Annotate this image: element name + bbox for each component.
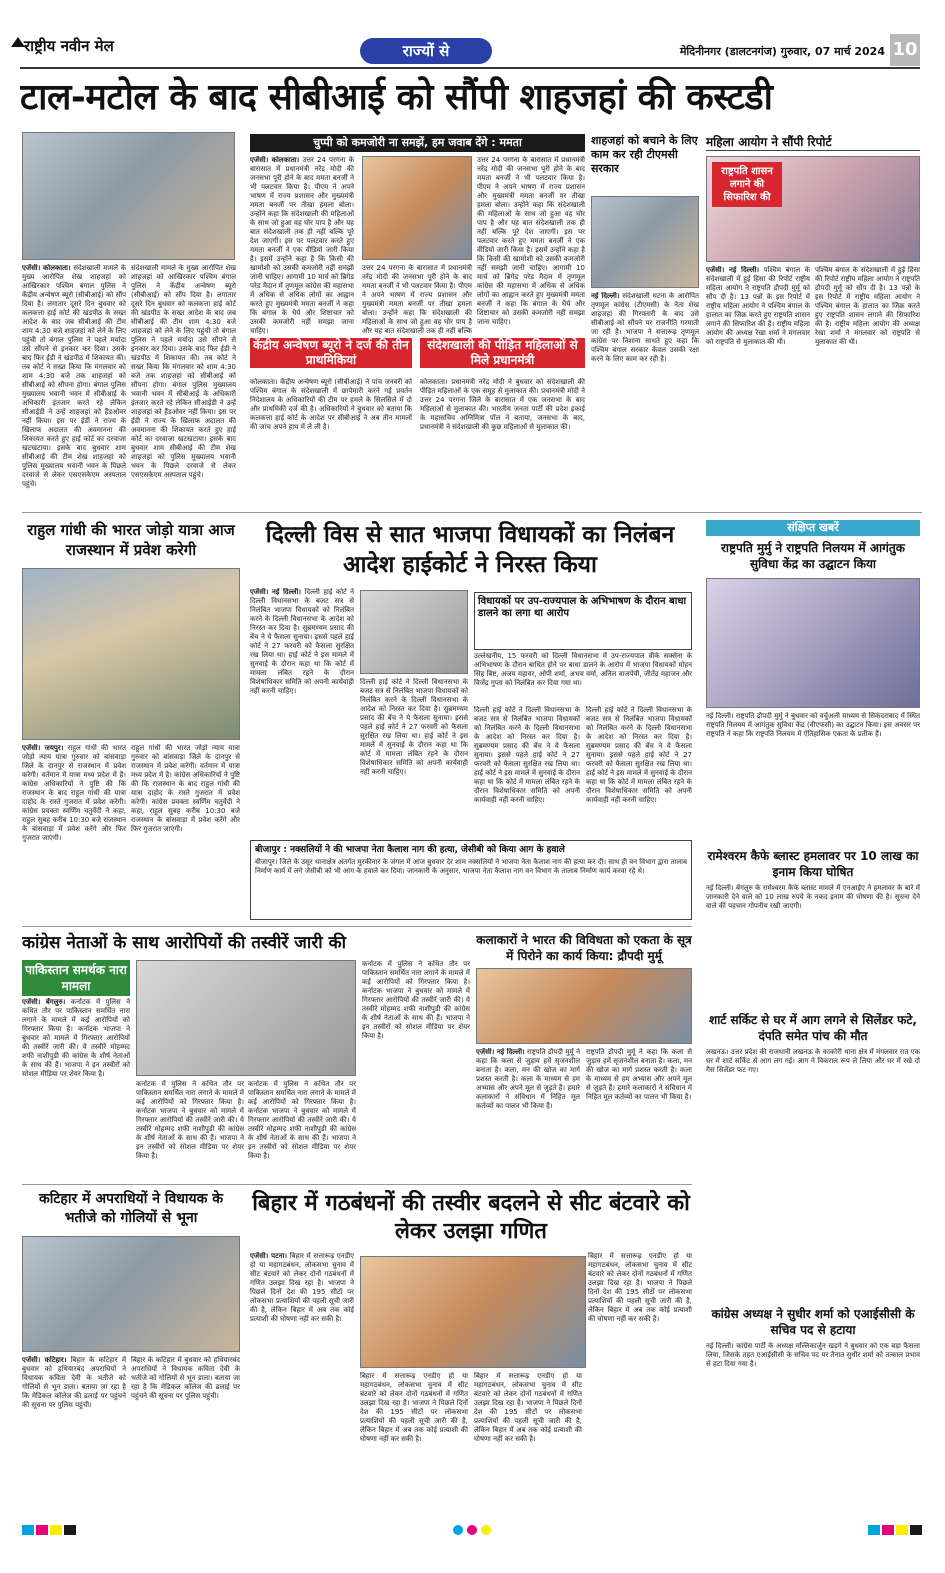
brief-item4-headline: कांग्रेस अध्यक्ष ने सुधीर शर्मा को एआईसीसी के सचिव पद से हटाया — [711, 1307, 915, 1337]
delhi-body-col4: दिल्ली हाई कोर्ट ने दिल्ली विधानसभा के बजट सत्र से निलंबित भाजपा विधायकों को निलंबित करने के दिल्ली विधानसभा के आदेश को निरस्त कर दिया है। सुब्रमण्यम प्रसाद की बेंच ने ये फैसला सुनाया। इससे पहले हाई कोर्ट ने 27 फरवरी को फैसला सुरक्षित रख लिया था। हाई कोर्ट ने इस मामले में सुनवाई के दौरान कहा था कि कोर्ट में मामला लंबित रहने के दौरान विशेषाधिकार समिति को अपनी कार्यवाही नहीं करनी चाहिए। — [586, 706, 692, 804]
brief-item3-headline: शार्ट सर्किट से घर में आग लगने से सिलेंडर फटे, दंपति समेत पांच की मौत — [709, 1013, 917, 1043]
divider — [22, 926, 692, 927]
delhi-text: दिल्ली हाई कोर्ट ने दिल्ली विधानसभा के बजट सत्र से निलंबित भाजपा विधायकों को निलंबित करने के दिल्ली विधानसभा के आदेश को निरस्त कर दिया है। सुब्रमण्यम प्रसाद की बेंच ने ये फैसला सुनाया। इससे पहले हाई कोर्ट ने 27 फरवरी को फैसला सुरक्षित रख लिया था। हाई कोर्ट ने इस मामले में सुनवाई के दौरान कहा था कि कोर्ट में मामला लंबित रहने के दौरान विशेषाधिकार समिति को अपनी कार्यवाही नहीं करनी चाहिए। — [250, 588, 354, 695]
bihar-body-col2: बिहार में सत्तारूढ़ एनडीए हो या महागठबंधन, लोकसभा चुनाव में सीट बंटवारे को लेकर दोनों गठबंधनों में गणित उलझा दिख रहा है। भाजपा ने पिछले दिनों देश की 195 सीटों पर लोकसभा प्रत्याशियों की पहली सूची जारी की है, लेकिन बिहार में अब तक कोई प्रत्याशी की घोषणा नहीं कर सकी है। — [360, 1372, 468, 1443]
brief-item1-headline: राष्ट्रपति मुर्मु ने राष्ट्रपति निलयम में आगंतुक सुविधा केंद्र का उद्घाटन किया — [721, 541, 905, 571]
brief-item3-text: लखनऊ। उत्तर प्रदेश की राजधानी लखनऊ के काकोरी थाना क्षेत्र में मंगलवार रात एक घर में शार्ट सर्किट से आग लग गई। आग ने विकराल रूप ले लिया और घर में रखे दो गैस सिलेंडर फट गए। — [706, 1048, 920, 1074]
katihar-body — [22, 1356, 126, 1516]
lead-body-col2: संदेशखाली मामले के मुख्य आरोपित शेख शाहजहां को आखिरकार पश्चिम बंगाल पुलिस ने केंद्रीय अन्वेषण ब्यूरो (सीबीआई) को सौंप दिया है। लगातार दूसरे दिन बुधवार को कलकत्ता हाई कोर्ट की खंडपीठ के सख्त आदेश के बाद जब सीबीआई की टीम शाम 4:30 बजे शाहजहां को लेने के लिए पहुंची तो बंगाल पुलिस ने पहले मर्यादा उसे सौंपने से इनकार कर दिया। उसके बाद फिर ईडी ने खंडपीठ में शिकायत की। तब कोर्ट ने सख्त किया कि मंगलवार को शाम 4:30 बजे तक शाहजहां को सीबीआई को सौंपना होगा। बंगाल पुलिस मुख्यालय भवानी भवन में सीबीआई के अधिकारी इंतजार करते रहे लेकिन सीआईडी ने उन्हें शाहजहां को हैंडओवर नहीं किया। इस पर ईडी ने राज्य के खिलाफ अदालत की अवमानना की शिकायत करते हुए हाई कोर्ट का दरवाजा खटखटाया। इसके बाद बुधवार शाम सीबीआई की टीम शेख शाहजहां को पुलिस मुख्यालय भवानी भवन के पिछले दरवाजे से लेकर एसएसकेएम अस्पताल पहुंचे। — [131, 264, 236, 479]
congress-tag: पाकिस्तान समर्थक नारा मामला — [22, 960, 130, 996]
header-rule — [20, 67, 920, 69]
section-label: राज्यों से — [360, 38, 492, 64]
rahul-photo — [22, 568, 240, 740]
delhi-sidebar-headline: विधायकों पर उप-राज्यपाल के अभिभाषण के दौरान बाधा डालने का लगा था आरोप — [478, 596, 687, 619]
murmu-art-headline: कलाकारों ने भारत की विविधता को एकता के सूत्र में पिरोने का कार्य किया: द्रौपदी मुर्मू — [476, 933, 692, 963]
murmu-art-body-col2: राष्ट्रपति द्रौपदी मुर्मू ने कहा कि कला से जुड़ाव हमें सृजनशील बनाता है। कला, मन की खोज का मार्ग प्रशस्त करती है। कला के माध्यम से हम अभ्यास और अपने मूल से जुड़ते हैं। हमारे कलाकारों ने संविधान में निहित मूल कर्तव्यों का पालन भी किया है। — [586, 1048, 692, 1101]
delhi-court-photo — [360, 590, 468, 674]
delhi-byline: एजेंसी। नई दिल्ली। — [250, 588, 301, 596]
yellow-swatch — [50, 1525, 62, 1535]
tmc-headline: शाहजहां को बचाने के लिए काम कर रही टीएमसी सरकार — [591, 134, 698, 175]
lead-body-col1 — [22, 264, 126, 504]
bihar-text: बिहार में सत्तारूढ़ एनडीए हो या महागठबंधन, लोकसभा चुनाव में सीट बंटवारे को लेकर दोनों गठबंधनों में गणित उलझा दिख रहा है। भाजपा ने पिछले दिनों देश की 195 सीटों पर लोकसभा प्रत्याशियों की पहली सूची जारी की है, लेकिन बिहार में अब तक कोई प्रत्याशी की घोषणा नहीं कर सकी है। — [250, 1252, 354, 1323]
registration-dot — [481, 1525, 491, 1535]
bijapur-box — [250, 840, 692, 920]
bihar-body-col3: बिहार में सत्तारूढ़ एनडीए हो या महागठबंधन, लोकसभा चुनाव में सीट बंटवारे को लेकर दोनों गठबंधनों में गणित उलझा दिख रहा है। भाजपा ने पिछले दिनों देश की 195 सीटों पर लोकसभा प्रत्याशियों की पहली सूची जारी की है, लेकिन बिहार में अब तक कोई प्रत्याशी की घोषणा नहीं कर सकी है। — [474, 1372, 582, 1443]
lead-headline: टाल-मटोल के बाद सीबीआई को सौंपी शाहजहां की कस्टडी — [20, 77, 773, 118]
bihar-byline: एजेंसी। पटना। — [250, 1252, 287, 1260]
yellow-swatch — [896, 1525, 908, 1535]
lead-byline: एजेंसी। कोलकाता। — [22, 264, 71, 272]
murmu-art-byline: एजेंसी। नई दिल्ली। — [476, 1048, 525, 1056]
footer-cmyk-left — [22, 1525, 76, 1535]
delhi-sidebar-text: उल्लेखनीय, 15 फरवरी को दिल्ली विधानसभा में उप-राज्यपाल वीके सक्सेना के अभिभाषण के दौरान बाधित होने पर बाधा डालने के आरोप में भाजपा विधायकों मोहन सिंह बिष्ट, अजय महावर, ओपी शर्मा, अभय वर्मा, अनिल वाजपेयी, जीतेंद्र महाजन और विजेंद्र गुप्ता को निलंबित कर दिया गया था। — [474, 652, 692, 687]
women-commission-byline: एजेंसी। नई दिल्ली। — [706, 266, 760, 274]
brief-item1-text: नई दिल्ली। राष्ट्रपति द्रौपदी मुर्मु ने बुधवार को वर्चुअली माध्यम से सिकंदराबाद में स्थित राष्ट्रपति निलयम में आगंतुक सुविधा केंद्र (वीएफसी) का उद्घाटन किया। इस अवसर पर राष्ट्रपति ने कहा कि राष्ट्रपति निलयम में ऐतिहासिक एकता के प्रतीक हैं। — [706, 712, 920, 738]
pm-box-text: कोलकाता। प्रधानमंत्री नरेंद्र मोदी ने बुधवार को संदेशखाली की पीड़ित महिलाओं के एक समूह से मुलाकात की। प्रधानमंत्री मोदी ने उत्तर 24 परगना जिले के बारासात में एक जनसभा के बाद महिलाओं से मुलाकात की। भारतीय जनता पार्टी की प्रदेश इकाई के महासचिव अग्निमित्रा पॉल ने बताया, जनसभा के बाद, प्रधानमंत्री ने संदेशखाली की कुछ महिलाओं से मुलाकात की। — [420, 378, 585, 431]
delhi-body-col3: दिल्ली हाई कोर्ट ने दिल्ली विधानसभा के बजट सत्र से निलंबित भाजपा विधायकों को निलंबित करने के दिल्ली विधानसभा के आदेश को निरस्त कर दिया है। सुब्रमण्यम प्रसाद की बेंच ने ये फैसला सुनाया। इससे पहले हाई कोर्ट ने 27 फरवरी को फैसला सुरक्षित रख लिया था। हाई कोर्ट ने इस मामले में सुनवाई के दौरान कहा था कि कोर्ट में मामला लंबित रहने के दौरान विशेषाधिकार समिति को अपनी कार्यवाही नहीं करनी चाहिए। — [474, 706, 580, 804]
black-swatch — [910, 1525, 922, 1535]
murmu-art-photo — [476, 968, 692, 1044]
women-commission-text: पश्चिम बंगाल के संदेशखाली में हुई हिंसा की रिपोर्ट राष्ट्रीय महिला आयोग ने राष्ट्रपति द्रौपदी मुर्मू को सौंप दी है। 13 पन्नों के इस रिपोर्ट में राष्ट्रीय महिला आयोग ने पश्चिम बंगाल के हालात का जिक्र करते हुए राष्ट्रपति शासन लगाने की सिफारिश की है। राष्ट्रीय महिला आयोग की अध्यक्ष रेखा शर्मा ने मंगलवार को राष्ट्रपति से मुलाकात की थी। — [706, 266, 810, 346]
registration-dot — [453, 1525, 463, 1535]
delhi-headline: दिल्ली विस से सात भाजपा विधायकों का निलंबन आदेश हाईकोर्ट ने निरस्त किया — [265, 522, 675, 578]
katihar-body-col2: बिहार के कटिहार में बुधवार को हथियारबंद अपराधियों ने विधायक कविता देवी के भतीजे को गोलियों से भून डाला। बताया जा रहा है कि मेडिकल कॉलेज की ढलाई पर पहुंचने की सूचना पर पुलिस पहुंची। — [131, 1356, 240, 1400]
katihar-text: बिहार के कटिहार में बुधवार को हथियारबंद अपराधियों ने विधायक कविता देवी के भतीजे को गोलियों से भून डाला। बताया जा रहा है कि मेडिकल कॉलेज की ढलाई पर पहुंचने की सूचना पर पुलिस पहुंची। — [22, 1356, 126, 1409]
footer-color-bar — [22, 1524, 922, 1536]
delhi-body — [250, 588, 354, 836]
congress-body-col4: कर्नाटक में पुलिस ने कथित तौर पर पाकिस्तान समर्थित नारा लगाने के मामले में कई आरोपियों को गिरफ्तार किया है। कर्नाटक भाजपा ने बुधवार को मामले में गिरफ्तार आरोपियों की तस्वीरें जारी की। ये तस्वीरें मोहम्मद शफी नाशीपुडी की कांग्रेस के शीर्ष नेताओं के साथ की हैं। भाजपा ने इन तस्वीरों को सोशल मीडिया पर शेयर किया है। — [362, 960, 470, 1040]
mamata-body — [250, 156, 354, 334]
brief-tag: संक्षिप्त खबरें — [706, 520, 920, 536]
mamata-text: उत्तर 24 परगना के बारासात में प्रधानमंत्री नरेंद्र मोदी की जनसभा पूरी होने के बाद ममता बनर्जी ने भी पलटवार किया है। पीएम ने अपने भाषण में राज्य प्रशासन और मुख्यमंत्री ममता बनर्जी पर तीखा हमला बोला। उन्होंने कहा कि संदेशखाली की महिलाओं के साथ जो हुआ वह घोर पाप है और यह बात संदेशखाली तक ही नहीं बल्कि पूरे देश जाएगी। इस पर पलटवार करते हुए ममता बनर्जी ने एक वीडियो जारी किया है। इसमें उन्होंने कहा है कि किसी की खामोशी को उसकी कमजोरी नहीं समझी जानी चाहिए। आगामी 10 मार्च को ब्रिगेड परेड मैदान में तृणमूल कांग्रेस की महासभा में अधिक से अधिक लोगों का आह्वान करते हुए मुख्यमंत्री ममता बनर्जी ने कहा कि बंगाल के धैर्य और शिष्टाचार को उसकी कमजोरी नहीं समझा जाना चाहिए। — [250, 156, 354, 334]
pm-box-headline: संदेशखाली की पीड़ित महिलाओं से मिले प्रधानमंत्री — [420, 338, 585, 368]
footer-dots — [453, 1525, 491, 1535]
mamata-photo — [362, 156, 472, 260]
cyan-swatch — [868, 1525, 880, 1535]
tmc-body — [591, 292, 699, 504]
mamata-byline: एजेंसी। कोलकाता। — [250, 156, 300, 164]
delhi-sidebar-box — [474, 592, 692, 650]
congress-body — [22, 998, 130, 1178]
tmc-photo — [591, 196, 699, 288]
magenta-swatch — [36, 1525, 48, 1535]
congress-body-col2: कर्नाटक में पुलिस ने कथित तौर पर पाकिस्तान समर्थित नारा लगाने के मामले में कई आरोपियों को गिरफ्तार किया है। कर्नाटक भाजपा ने बुधवार को मामले में गिरफ्तार आरोपियों की तस्वीरें जारी की। ये तस्वीरें मोहम्मद शफी नाशीपुडी की कांग्रेस के शीर्ष नेताओं के साथ की हैं। भाजपा ने इन तस्वीरों को सोशल मीडिया पर शेयर किया है। — [136, 1080, 244, 1160]
rahul-byline: एजेंसी। जयपुर। — [22, 744, 64, 752]
masthead-title: राष्ट्रीय नवीन मेल — [24, 37, 114, 55]
bihar-headline: बिहार में गठबंधनों की तस्वीर बदलने से सीट बंटवारे को लेकर उलझा गणित — [252, 1191, 690, 1244]
divider — [22, 512, 922, 513]
rahul-headline: राहुल गांधी की भारत जोड़ो यात्रा आज राजस्थान में प्रवेश करेगी — [27, 521, 235, 559]
delhi-body-col2: दिल्ली हाई कोर्ट ने दिल्ली विधानसभा के बजट सत्र से निलंबित भाजपा विधायकों को निलंबित करने के दिल्ली विधानसभा के आदेश को निरस्त कर दिया है। सुब्रमण्यम प्रसाद की बेंच ने ये फैसला सुनाया। इससे पहले हाई कोर्ट ने 27 फरवरी को फैसला सुरक्षित रख लिया था। हाई कोर्ट ने इस मामले में सुनवाई के दौरान कहा था कि कोर्ट में मामला लंबित रहने के दौरान विशेषाधिकार समिति को अपनी कार्यवाही नहीं करनी चाहिए। — [360, 678, 468, 776]
brief-item2-headline: रामेश्वरम कैफे ब्लास्ट हमलावर पर 10 लाख का इनाम किया घोषित — [707, 849, 919, 879]
cbi-box-text: कोलकाता। केंद्रीय अन्वेषण ब्यूरो (सीबीआई) ने पांच जनवरी को पश्चिम बंगाल के संदेशखाली में छापेमारी करने गई प्रवर्तन निदेशालय के अधिकारियों की टीम पर हमले के सिलसिले में दो और प्राथमिकी दर्ज की है। अधिकारियों ने बुधवार को बताया कि कलकत्ता हाई कोर्ट के आदेश पर सीबीआई ने अब तीन मामलों की जांच अपने हाथ में ले ली है। — [250, 378, 412, 431]
footer-cmyk-right — [868, 1525, 922, 1535]
bihar-photo — [360, 1256, 586, 1368]
katihar-photo — [22, 1236, 240, 1352]
cbi-box-headline: केंद्रीय अन्वेषण ब्यूरो ने दर्ज की तीन प्राथमिकियां — [250, 338, 412, 368]
katihar-byline: एजेंसी। कटिहार। — [22, 1356, 67, 1364]
women-commission-headline: महिला आयोग ने सौंपी रिपोर्ट — [706, 134, 920, 151]
congress-byline: एजेंसी। बेंगलुरु। — [22, 998, 66, 1006]
katihar-headline: कटिहार में अपराधियों ने विधायक के भतीजे को गोलियों से भूना — [39, 1191, 223, 1226]
magenta-swatch — [882, 1525, 894, 1535]
rahul-body-col2: राहुल गांधी की भारत जोड़ो न्याय यात्रा गुरुवार को बांसवाड़ा जिले के दानपुर से राजस्थान में प्रवेश करेगी। वर्तमान में यात्रा मध्य प्रदेश में है। कांग्रेस अधिकारियों ने पुष्टि की कि राजस्थान के बाद राहुल गांधी की यात्रा दाहोद के रास्ते गुजरात में प्रवेश करेगी। कांग्रेस प्रवक्ता स्वर्णिम चतुर्वेदी ने कहा, राहुल सुबह करीब 10:30 बजे राजस्थान के बांसवाड़ा में प्रवेश करेंगे और फिर गुजरात जाएंगी। — [131, 744, 240, 833]
congress-body-col3: कर्नाटक में पुलिस ने कथित तौर पर पाकिस्तान समर्थित नारा लगाने के मामले में कई आरोपियों को गिरफ्तार किया है। कर्नाटक भाजपा ने बुधवार को मामले में गिरफ्तार आरोपियों की तस्वीरें जारी की। ये तस्वीरें मोहम्मद शफी नाशीपुडी की कांग्रेस के शीर्ष नेताओं के साथ की हैं। भाजपा ने इन तस्वीरों को सोशल मीडिया पर शेयर किया है। — [248, 1080, 356, 1160]
brief-item1-photo — [706, 578, 920, 708]
rahul-body — [22, 744, 126, 920]
congress-text: कर्नाटक में पुलिस ने कथित तौर पर पाकिस्तान समर्थित नारा लगाने के मामले में कई आरोपियों को गिरफ्तार किया है। कर्नाटक भाजपा ने बुधवार को मामले में गिरफ्तार आरोपियों की तस्वीरें जारी की। ये तस्वीरें मोहम्मद शफी नाशीपुडी की कांग्रेस के शीर्ष नेताओं के साथ की हैं। भाजपा ने इन तस्वीरों को सोशल मीडिया पर शेयर किया है। — [22, 998, 130, 1078]
mamata-body-col2: उत्तर 24 परगना के बारासात में प्रधानमंत्री नरेंद्र मोदी की जनसभा पूरी होने के बाद ममता बनर्जी ने भी पलटवार किया है। पीएम ने अपने भाषण में राज्य प्रशासन और मुख्यमंत्री ममता बनर्जी पर तीखा हमला बोला। उन्होंने कहा कि संदेशखाली की महिलाओं के साथ जो हुआ वह घोर पाप है और यह बात संदेशखाली तक ही नहीं बल्कि — [362, 264, 472, 334]
congress-headline: कांग्रेस नेताओं के साथ आरोपियों की तस्वीरें जारी की — [22, 933, 347, 953]
congress-photos — [136, 960, 356, 1076]
bihar-body-col4: बिहार में सत्तारूढ़ एनडीए हो या महागठबंधन, लोकसभा चुनाव में सीट बंटवारे को लेकर दोनों गठबंधनों में गणित उलझा दिख रहा है। भाजपा ने पिछले दिनों देश की 195 सीटों पर लोकसभा प्रत्याशियों की पहली सूची जारी की है, लेकिन बिहार में अब तक कोई प्रत्याशी की घोषणा नहीं कर सकी है। — [588, 1252, 692, 1323]
women-commission-body-col2: पश्चिम बंगाल के संदेशखाली में हुई हिंसा की रिपोर्ट राष्ट्रीय महिला आयोग ने राष्ट्रपति द्रौपदी मुर्मू को सौंप दी है। 13 पन्नों के इस रिपोर्ट में राष्ट्रीय महिला आयोग ने पश्चिम बंगाल के हालात का जिक्र करते हुए राष्ट्रपति शासन लगाने की सिफारिश की है। राष्ट्रीय महिला आयोग की अध्यक्ष रेखा शर्मा ने मंगलवार को राष्ट्रपति से मुलाकात की थी। — [815, 266, 920, 346]
bijapur-text: बीजापुर। जिले के उसूर थानाक्षेत्र अंतर्गत मुरकीनार के जंगल में आज बुधवार देर शाम नक्सलियों ने भाजपा नेता कैलाश नाग की हत्या कर दी। साथ ही वन विभाग द्वारा तालाब निर्माण कार्य में लगे जेसीबी को भी आग के हवाले कर दिया। जानकारी के अनुसार, भाजपा नेता कैलाश नाग वन विभाग के तालाब निर्माण कार्य करवा रहे थे। — [255, 858, 687, 875]
tmc-byline: नई दिल्ली। — [591, 292, 620, 300]
divider — [22, 1184, 692, 1185]
dateline: मेदिनीनगर (डालटनगंज) गुरुवार, 07 मार्च 2024 — [679, 45, 885, 58]
registration-dot — [467, 1525, 477, 1535]
bijapur-headline: बीजापुर : नक्सलियों ने की भाजपा नेता कैलाश नाग की हत्या, जेसीबी को किया आग के हवाले — [255, 845, 565, 855]
lead-photo — [22, 132, 235, 260]
lead-text: संदेशखाली मामले के मुख्य आरोपित शेख शाहजहां को आखिरकार पश्चिम बंगाल पुलिस ने केंद्रीय अन्वेषण ब्यूरो (सीबीआई) को सौंप दिया है। लगातार दूसरे दिन बुधवार को कलकत्ता हाई कोर्ट की खंडपीठ के सख्त आदेश के बाद जब सीबीआई की टीम शाम 4:30 बजे शाहजहां को लेने के लिए पहुंची तो बंगाल पुलिस ने पहले मर्यादा उसे सौंपने से इनकार कर दिया। उसके बाद फिर ईडी ने खंडपीठ में शिकायत की। तब कोर्ट ने सख्त किया कि मंगलवार को शाम 4:30 बजे तक शाहजहां को सीबीआई को सौंपना होगा। बंगाल पुलिस मुख्यालय भवानी भवन में सीबीआई के अधिकारी इंतजार करते रहे लेकिन सीआईडी ने उन्हें शाहजहां को हैंडओवर नहीं किया। इस पर ईडी ने राज्य के खिलाफ अदालत की अवमानना की शिकायत करते हुए हाई कोर्ट का दरवाजा खटखटाया। इसके बाद बुधवार शाम सीबीआई की टीम शेख शाहजहां को पुलिस मुख्यालय भवानी भवन के पिछले दरवाजे से लेकर एसएसकेएम अस्पताल पहुंचे। — [22, 264, 126, 488]
murmu-art-text: राष्ट्रपति द्रौपदी मुर्मू ने कहा कि कला से जुड़ाव हमें सृजनशील बनाता है। कला, मन की खोज का मार्ग प्रशस्त करती है। कला के माध्यम से हम अभ्यास और अपने मूल से जुड़ते हैं। हमारे कलाकारों ने संविधान में निहित मूल कर्तव्यों का पालन भी किया है। — [476, 1048, 580, 1110]
rahul-text: राहुल गांधी की भारत जोड़ो न्याय यात्रा गुरुवार को बांसवाड़ा जिले के दानपुर से राजस्थान में प्रवेश करेगी। वर्तमान में यात्रा मध्य प्रदेश में है। कांग्रेस अधिकारियों ने पुष्टि की कि राजस्थान के बाद राहुल गांधी की यात्रा दाहोद के रास्ते गुजरात में प्रवेश करेगी। कांग्रेस प्रवक्ता स्वर्णिम चतुर्वेदी ने कहा, राहुल सुबह करीब 10:30 बजे राजस्थान के बांसवाड़ा में प्रवेश करेंगे और फिर गुजरात जाएंगी। — [22, 744, 126, 842]
tmc-text: संदेशखाली घटना के आरोपित तृणमूल कांग्रेस (टीएमसी) के नेता शेख शाहजहां की गिरफ्तारी के बाद उसे सीबीआई को सौंपने पर राजनीति गरमाती जा रही है। भाजपा ने सत्तारूढ़ तृणमूल कांग्रेस पर निशाना साधते हुए कहा कि पश्चिम बंगाल सरकार केवल उसकी रक्षा करने के लिए काम कर रही है। — [591, 292, 699, 363]
black-swatch — [64, 1525, 76, 1535]
mamata-headline: चुप्पी को कमजोरी ना समझें, हम जवाब देंगे : ममता — [250, 134, 585, 152]
women-commission-body — [706, 266, 810, 504]
murmu-art-body — [476, 1048, 580, 1178]
brief-item4-text: नई दिल्ली। कांग्रेस पार्टी के अध्यक्ष मल्लिकार्जुन खड़गे ने बुधवार को एक बड़ा फैसला लिया, जिसके तहत एआईसीसी के सचिव पद पर तैनात सुधीर शर्मा को तत्काल प्रभाव से हटा दिया गया है। — [706, 1342, 920, 1368]
brief-item2-text: नई दिल्ली। बेंगलुरु के रामेश्वरम कैफे ब्लास्ट मामले में एनआईए ने हमलावर के बारे में जानकारी देने वाले को 10 लाख रुपये के नकद इनाम की घोषणा की है। सूचना देने वाले की पहचान गोपनीय रखी जाएगी। — [706, 884, 920, 910]
page-number: 10 — [890, 34, 920, 66]
bihar-body — [250, 1252, 354, 1518]
cyan-swatch — [22, 1525, 34, 1535]
women-commission-tag: राष्ट्रपति शासन लगाने की सिफारिश की — [712, 162, 782, 207]
mamata-body-col3: उत्तर 24 परगना के बारासात में प्रधानमंत्री नरेंद्र मोदी की जनसभा पूरी होने के बाद ममता बनर्जी ने भी पलटवार किया है। पीएम ने अपने भाषण में राज्य प्रशासन और मुख्यमंत्री ममता बनर्जी पर तीखा हमला बोला। उन्होंने कहा कि संदेशखाली की महिलाओं के साथ जो हुआ वह घोर पाप है और यह बात संदेशखाली तक ही नहीं बल्कि पूरे देश जाएगी। इस पर पलटवार करते हुए ममता बनर्जी ने एक वीडियो जारी किया है। इसमें उन्होंने कहा है कि किसी की खामोशी को उसकी कमजोरी नहीं समझी जानी चाहिए। आगामी 10 मार्च को ब्रिगेड परेड मैदान में तृणमूल कांग्रेस की महासभा में अधिक से अधिक लोगों का आह्वान करते हुए मुख्यमंत्री ममता बनर्जी ने कहा कि बंगाल के धैर्य और शिष्टाचार को उसकी कमजोरी नहीं समझा जाना चाहिए। — [477, 156, 585, 326]
